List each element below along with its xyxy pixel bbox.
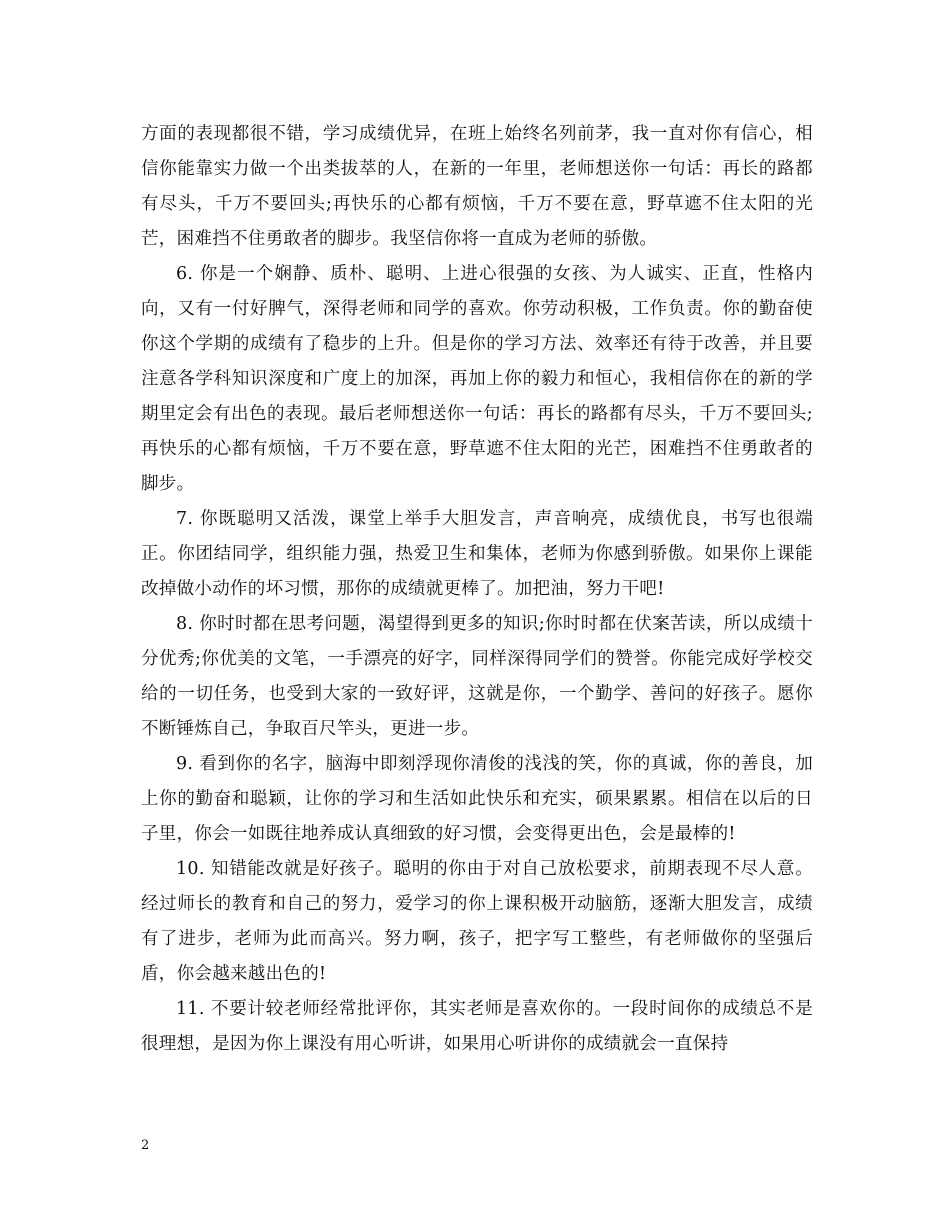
page-number: 2 xyxy=(141,1138,150,1153)
paragraph-continuation: 方面的表现都很不错，学习成绩优异，在班上始终名列前茅，我一直对你有信心，相信你能靠实力做一个出类拔萃的人，在新的一年里，老师想送你一句话：再长的路都有尽头，千万不要回头;再快乐的心都有烦恼，千万不要在意，野草遮不住太阳的光芒，困难挡不住勇敢者的脚步。我坚信你将一直成为老师的骄傲。 xyxy=(141,124,813,249)
paragraph-item-7: 7. 你既聪明又活泼，课堂上举手大胆发言，声音响亮，成绩优良，书写也很端正。你团结同学，组织能力强，热爱卫生和集体，老师为你感到骄傲。如果你上课能改掉做小动作的坏习惯，那你的成绩就更棒了。加把油，努力干吧! xyxy=(141,509,813,599)
paragraph-item-6: 6. 你是一个娴静、质朴、聪明、上进心很强的女孩、为人诚实、正直，性格内向，又有一付好脾气，深得老师和同学的喜欢。你劳动积极，工作负责。你的勤奋使你这个学期的成绩有了稳步的上升。但是你的学习方法、效率还有待于改善，并且要注意各学科知识深度和广度上的加深，再加上你的毅力和恒心，我相信你在的新的学期里定会有出色的表现。最后老师想送你一句话：再长的路都有尽头，千万不要回头;再快乐的心都有烦恼，千万不要在意，野草遮不住太阳的光芒，困难挡不住勇敢者的脚步。 xyxy=(141,264,813,494)
paragraph-item-11: 11. 不要计较老师经常批评你，其实老师是喜欢你的。一段时间你的成绩总不是很理想，是因为你上课没有用心听讲，如果用心听讲你的成绩就会一直保持 xyxy=(141,999,813,1054)
body-text xyxy=(141,117,813,1062)
paragraph-item-8: 8. 你时时都在思考问题，渴望得到更多的知识;你时时都在伏案苦读，所以成绩十分优秀;你优美的文笔，一手漂亮的好字，同样深得同学们的赞誉。你能完成好学校交给的一切任务，也受到大家的一致好评，这就是你，一个勤学、善问的好孩子。愿你不断锤炼自己，争取百尺竿头，更进一步。 xyxy=(141,614,813,739)
paragraph-item-10: 10. 知错能改就是好孩子。聪明的你由于对自己放松要求，前期表现不尽人意。经过师长的教育和自己的努力，爱学习的你上课积极开动脑筋，逐渐大胆发言，成绩有了进步，老师为此而高兴。努力啊，孩子，把字写工整些，有老师做你的坚强后盾，你会越来越出色的! xyxy=(141,859,813,984)
paragraph-item-9: 9. 看到你的名字，脑海中即刻浮现你清俊的浅浅的笑，你的真诚，你的善良，加上你的勤奋和聪颖，让你的学习和生活如此快乐和充实，硕果累累。相信在以后的日子里，你会一如既往地养成认真细致的好习惯，会变得更出色，会是最棒的! xyxy=(141,754,813,844)
